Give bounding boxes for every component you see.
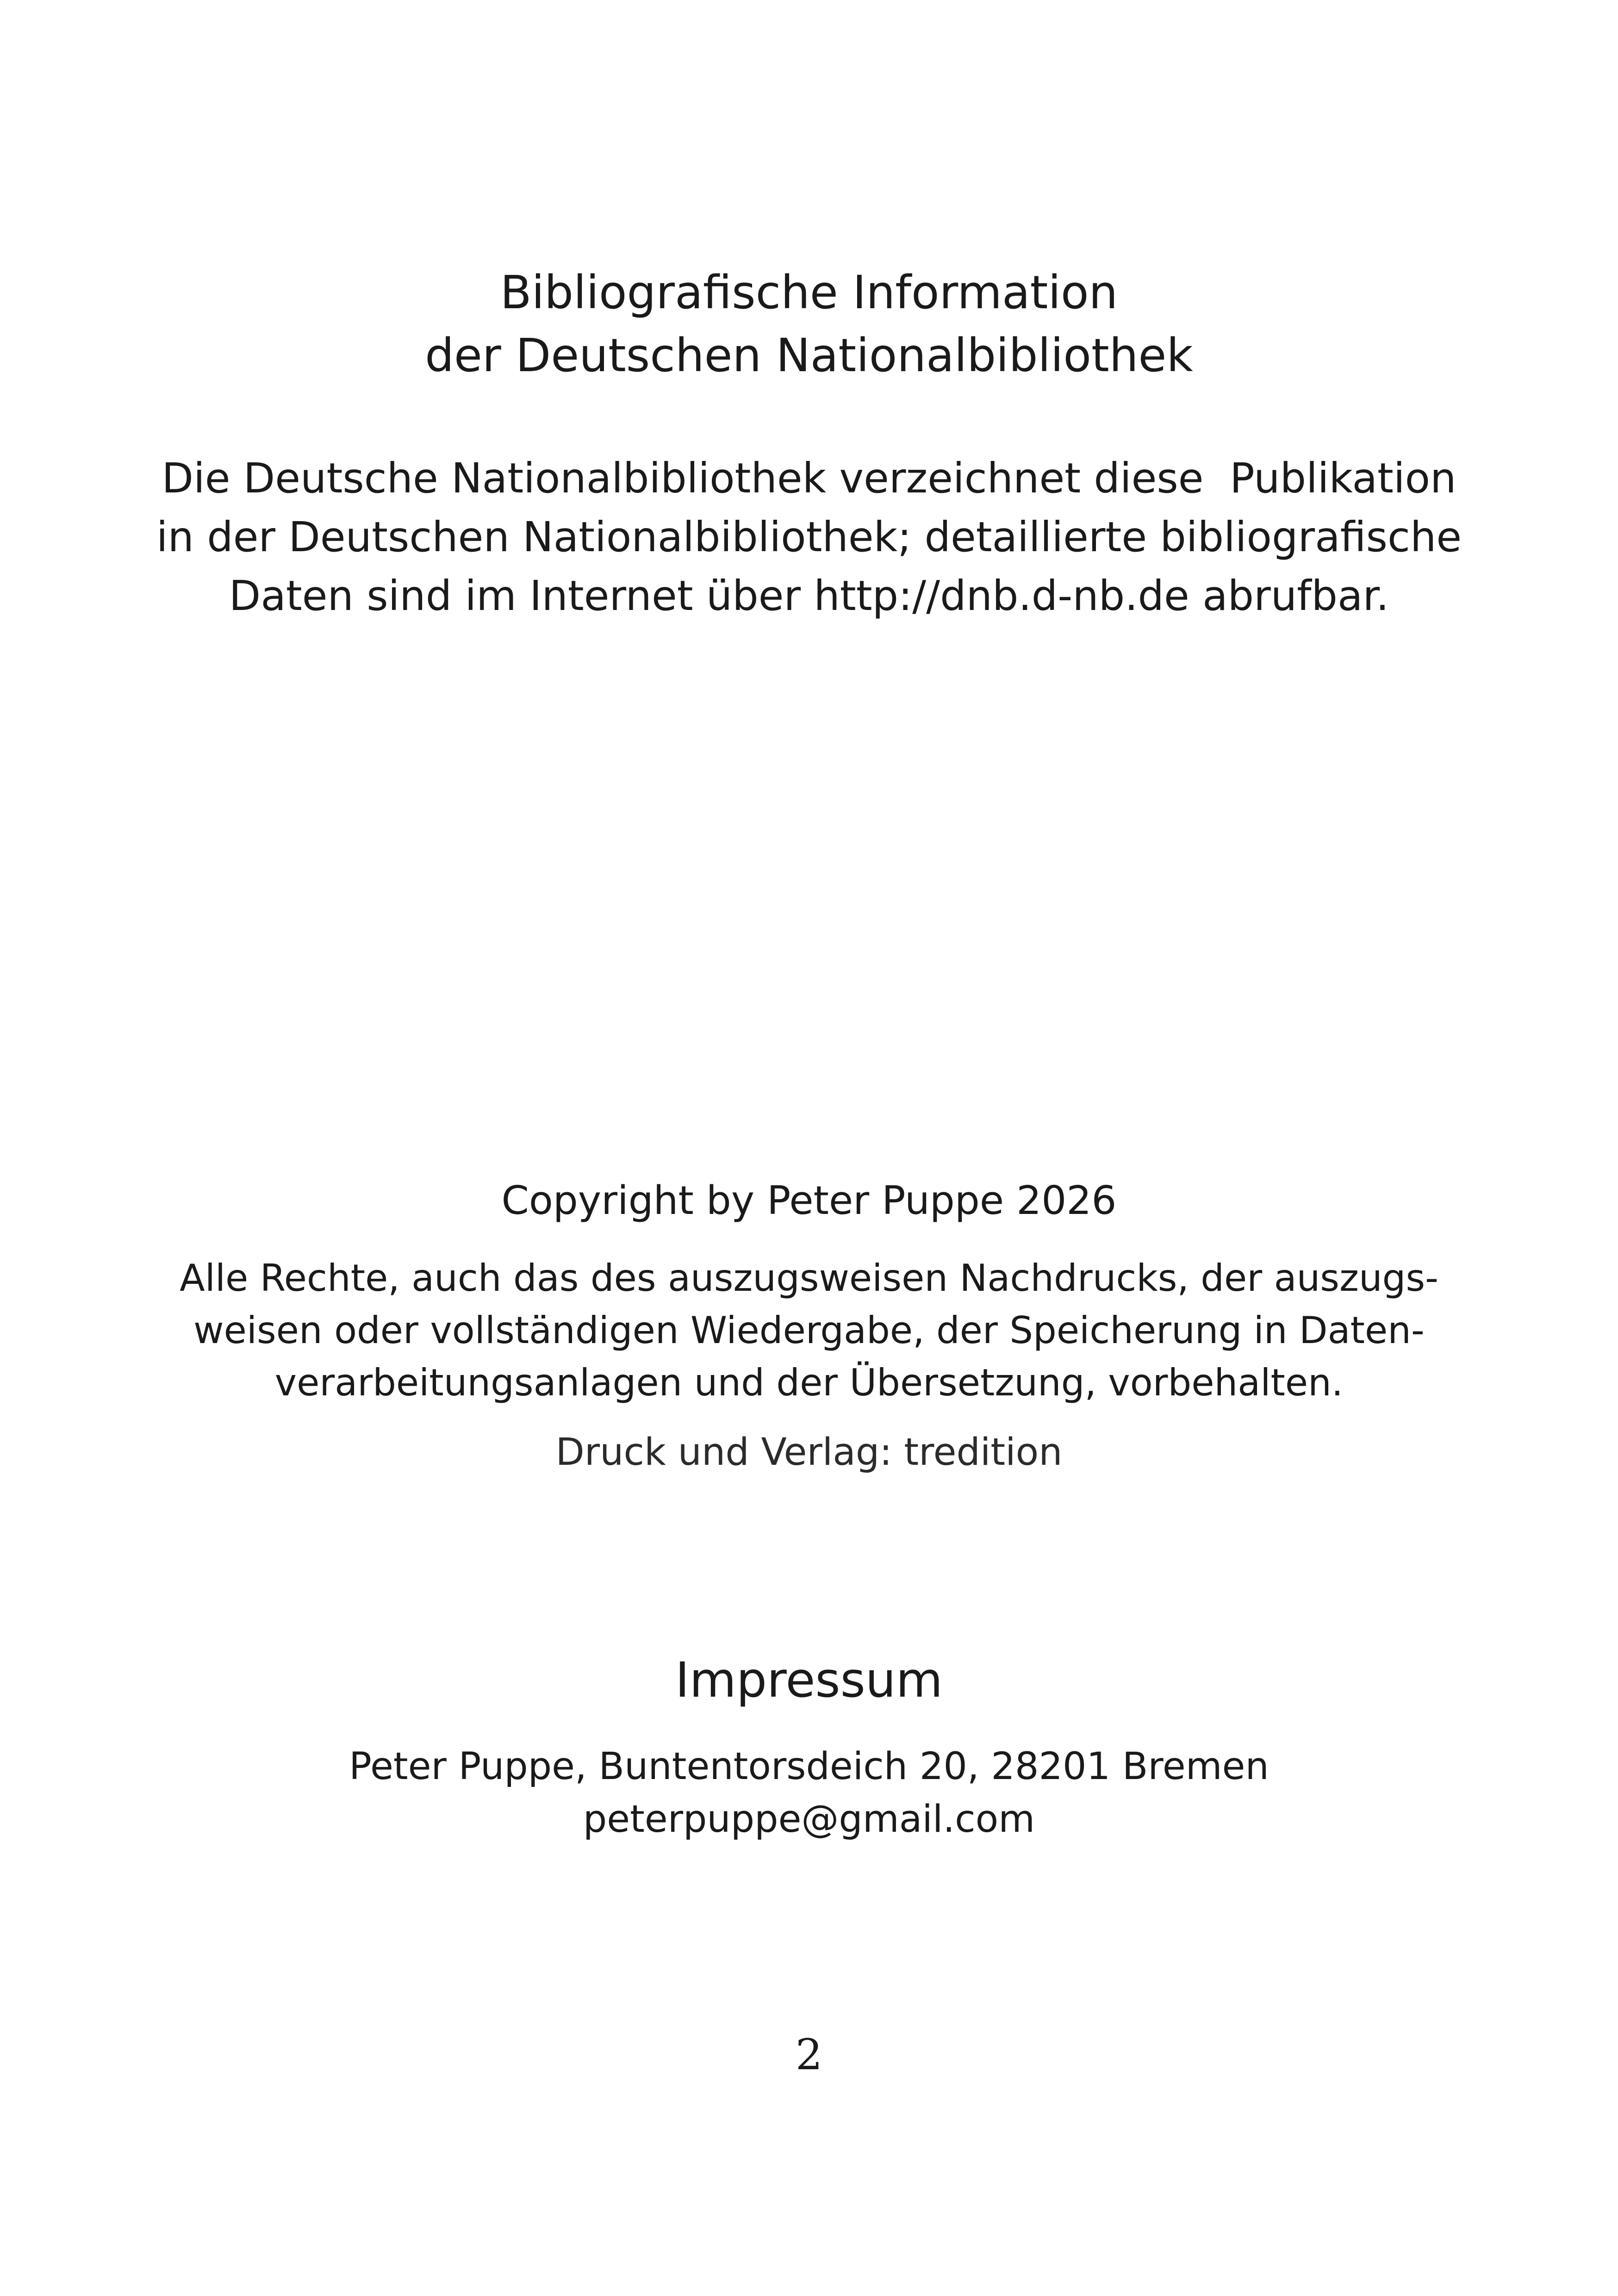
bibliographic-notice-line: in der Deutschen Nationalbibliothek; detaillierte bibliografische bbox=[156, 513, 1462, 561]
bibliographic-notice-line: Die Deutsche Nationalbibliothek verzeichnet diese Publikation bbox=[162, 454, 1456, 502]
impressum-heading bbox=[139, 1648, 1479, 1712]
rights-line: Alle Rechte, auch das des auszugsweisen Nachdrucks, der auszugs- bbox=[179, 1257, 1439, 1300]
bibliographic-heading-line: Bibliografische Information bbox=[500, 266, 1118, 319]
copyright-notice bbox=[139, 1173, 1479, 1229]
impressum-heading-text: Impressum bbox=[675, 1652, 943, 1708]
bibliographic-heading bbox=[139, 261, 1479, 387]
page-number bbox=[139, 2027, 1479, 2083]
copyright-line: Copyright by Peter Puppe 2026 bbox=[501, 1178, 1117, 1224]
bibliographic-heading-line: der Deutschen Nationalbibliothek bbox=[425, 329, 1193, 382]
impressum-email: peterpuppe@gmail.com bbox=[583, 1798, 1035, 1841]
rights-reserved-text bbox=[139, 1252, 1479, 1409]
impressum-address: Peter Puppe, Buntentorsdeich 20, 28201 Bremen bbox=[349, 1745, 1269, 1788]
publisher-text: Druck und Verlag: tredition bbox=[555, 1431, 1063, 1474]
rights-line: weisen oder vollständigen Wiedergabe, der Speicherung in Daten- bbox=[193, 1309, 1425, 1352]
rights-line: verarbeitungsanlagen und der Übersetzung, vorbehalten. bbox=[274, 1361, 1344, 1404]
bibliographic-notice bbox=[139, 449, 1479, 625]
publisher-line bbox=[139, 1425, 1479, 1479]
page-number-text: 2 bbox=[795, 2030, 823, 2079]
bibliographic-notice-line: Daten sind im Internet über http://dnb.d-nb.de abrufbar. bbox=[229, 572, 1389, 620]
impressum-contact bbox=[139, 1740, 1479, 1846]
